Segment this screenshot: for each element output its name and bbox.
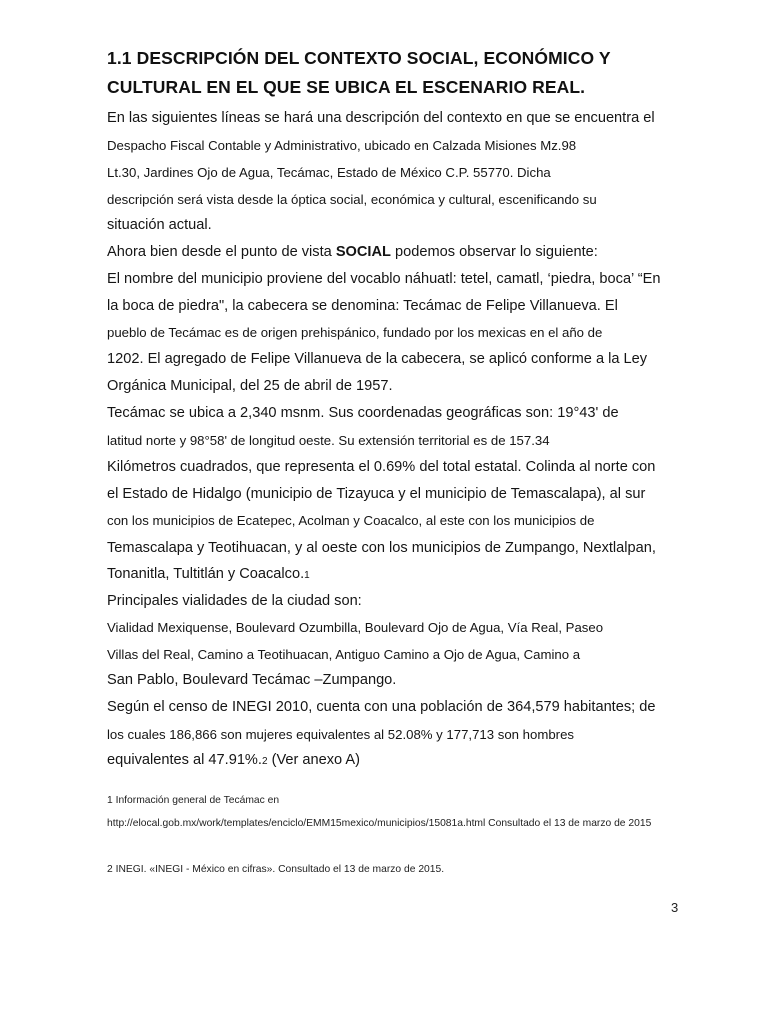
paragraph-line: En las siguientes líneas se hará una descripción del contexto en que se encuentra el: [107, 110, 655, 126]
paragraph-line: con los municipios de Ecatepec, Acolman y Coacalco, al este con los municipios de: [107, 513, 595, 528]
paragraph-line: Villas del Real, Camino a Teotihuacan, Antiguo Camino a Ojo de Agua, Camino a: [107, 647, 581, 662]
paragraph-line: San Pablo, Boulevard Tecámac –Zumpango.: [107, 672, 397, 688]
paragraph-line: El nombre del municipio proviene del vocablo náhuatl: tetel, camatl, ‘piedra, boca’ “En: [107, 271, 661, 287]
bold-term-social: SOCIAL: [335, 244, 391, 260]
paragraph-line: 1202. El agregado de Felipe Villanueva de la cabecera, se aplicó conforme a la Ley: [107, 351, 648, 367]
footnote-1-title: 1 Información general de Tecámac en: [107, 795, 280, 806]
footnote-2: 2 INEGI. «INEGI - México en cifras». Consultado el 13 de marzo de 2015.: [107, 864, 445, 875]
footnote-ref-2: 2: [261, 756, 268, 767]
paragraph-line: Temascalapa y Teotihuacan, y al oeste con los municipios de Zumpango, Nextlalpan,: [107, 540, 656, 556]
paragraph-line: Lt.30, Jardines Ojo de Agua, Tecámac, Estado de México C.P. 55770. Dicha: [107, 165, 551, 180]
paragraph-line: latitud norte y 98°58' de longitud oeste. Su extensión territorial es de 157.34: [107, 433, 550, 448]
paragraph-line: [107, 566, 310, 582]
text-run: podemos observar lo siguiente:: [390, 244, 598, 260]
page-number: 3: [671, 900, 679, 915]
paragraph-line: [107, 752, 360, 768]
footnote-1-link[interactable]: http://elocal.gob.mx/work/templates/enciclo/EMM15mexico/municipios/15081a.html Consultado el 13 de marzo de 2015: [107, 818, 652, 829]
footnote-ref-1: 1: [304, 570, 310, 581]
text-run: Tonanitla, Tultitlán y Coacalco.: [107, 566, 305, 582]
paragraph-line: Vialidad Mexiquense, Boulevard Ozumbilla, Boulevard Ojo de Agua, Vía Real, Paseo: [107, 620, 604, 635]
text-run: (Ver anexo A): [267, 752, 361, 768]
paragraph-line: Kilómetros cuadrados, que representa el 0.69% del total estatal. Colinda al norte con: [107, 459, 656, 475]
text-run: Ahora bien desde el punto de vista: [107, 244, 336, 260]
paragraph-line: descripción será vista desde la óptica social, económica y cultural, escenificando su: [107, 192, 597, 207]
paragraph-line: Tecámac se ubica a 2,340 msnm. Sus coordenadas geográficas son: 19°43' de: [107, 405, 619, 421]
paragraph-line: pueblo de Tecámac es de origen prehispánico, fundado por los mexicas en el año de: [107, 325, 603, 340]
paragraph-line: situación actual.: [107, 217, 212, 233]
paragraph-line: la boca de piedra", la cabecera se denomina: Tecámac de Felipe Villanueva. El: [107, 298, 618, 314]
paragraph-line: Según el censo de INEGI 2010, cuenta con una población de 364,579 habitantes; de: [107, 699, 656, 715]
paragraph-line: el Estado de Hidalgo (municipio de Tizayuca y el municipio de Temascalapa), al sur: [107, 486, 646, 502]
section-heading: 1.1 DESCRIPCIÓN DEL CONTEXTO SOCIAL, ECONÓMICO Y CULTURAL EN EL QUE SE UBICA EL ESCENARIO REAL.: [107, 48, 611, 97]
paragraph-line: Principales vialidades de la ciudad son:: [107, 593, 362, 609]
paragraph-line: Despacho Fiscal Contable y Administrativo, ubicado en Calzada Misiones Mz.98: [107, 138, 577, 153]
paragraph-line: los cuales 186,866 son mujeres equivalentes al 52.08% y 177,713 son hombres: [107, 727, 574, 742]
paragraph-line: Orgánica Municipal, del 25 de abril de 1957.: [107, 378, 393, 394]
text-run: equivalentes al 47.91%.: [107, 752, 262, 768]
paragraph-line: [107, 244, 598, 260]
